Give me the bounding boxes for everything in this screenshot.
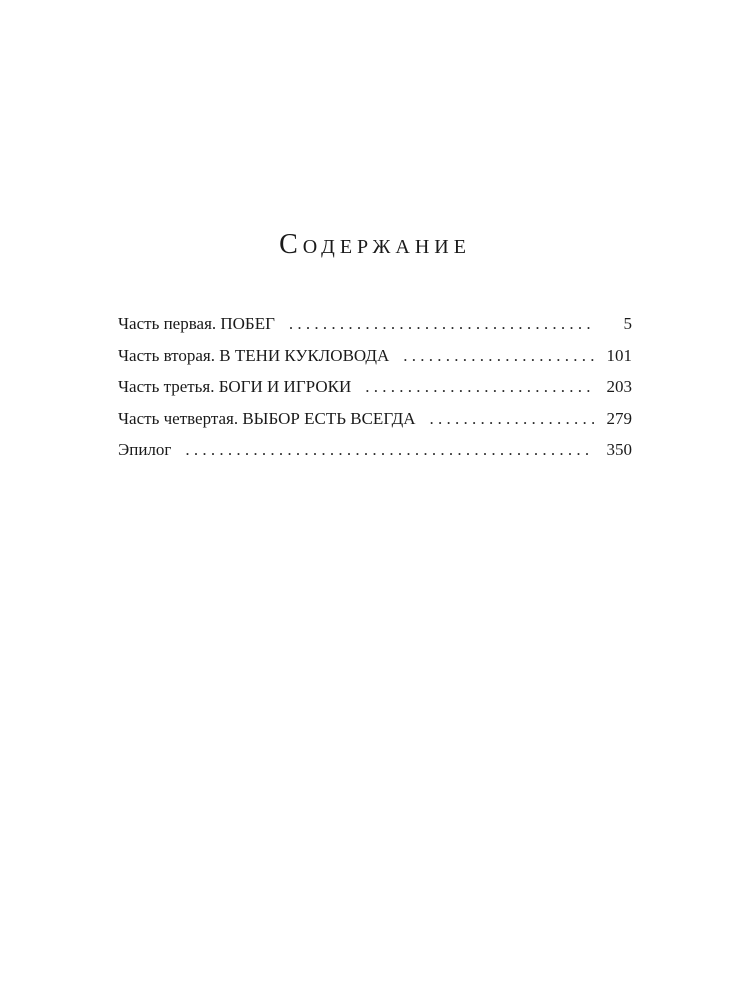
toc-entry-part-3 xyxy=(118,376,632,408)
toc-entry-label: Часть третья. БОГИ И ИГРОКИ xyxy=(118,377,352,396)
dot-leader xyxy=(185,439,594,461)
toc-entry-label: Часть первая. ПОБЕГ xyxy=(118,314,275,333)
toc-entry-part-2 xyxy=(118,345,632,377)
toc-entry-label: Эпилог xyxy=(118,440,172,459)
dot-leader xyxy=(365,376,594,398)
dot-leader xyxy=(403,345,594,367)
toc-list xyxy=(118,313,632,471)
toc-entry-page: 101 xyxy=(606,345,632,365)
toc-entry-epilogue xyxy=(118,439,632,471)
toc-entry-page: 203 xyxy=(606,377,632,396)
toc-entry-part-4 xyxy=(118,408,632,440)
toc-entry-page: 350 xyxy=(606,440,632,459)
dot-leader xyxy=(430,408,594,430)
toc-entry-page: 279 xyxy=(606,408,632,428)
toc-title: Содержание xyxy=(279,229,471,260)
toc-entry-label: Часть четвертая. ВЫБОР ЕСТЬ ВСЕГДА xyxy=(118,408,416,428)
toc-entry-page: 5 xyxy=(623,314,632,333)
dot-leader xyxy=(289,313,594,335)
toc-entry-label: Часть вторая. В ТЕНИ КУКЛОВОДА xyxy=(118,345,390,365)
toc-entry-part-1 xyxy=(118,313,632,345)
